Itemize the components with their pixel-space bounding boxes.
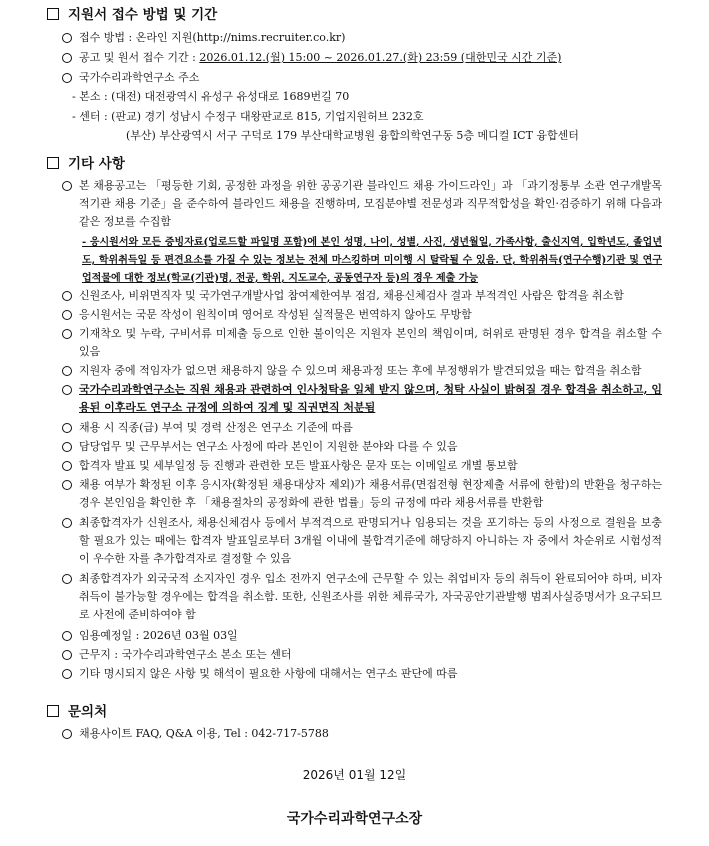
footer-signature: 국가수리과학연구소장 bbox=[286, 811, 423, 827]
square-bullet-icon bbox=[47, 157, 59, 169]
list-item: 기재착오 및 누락, 구비서류 미제출 등으로 인한 불이익은 지원자 본인의 책임이며, 허위로 판명된 경우 합격을 취소할 수 있음 bbox=[62, 325, 662, 361]
circle-bullet-icon bbox=[62, 650, 72, 660]
list-item: 최종합격자가 외국국적 소지자인 경우 입소 전까지 연구소에 근무할 수 있는 취업비자 등의 취득이 완료되어야 하며, 비자 취득이 불가능할 경우에는 합격을 취소함. 또한, 신원조사를 위한 체류국가, 자국공안기관발행 범죄사실증명서가 요구되므로 사전에 준비하여야 함 bbox=[62, 570, 662, 624]
list-item: 최종합격자가 신원조사, 채용신체검사 등에서 부적격으로 판명되거나 임용되는 것을 포기하는 등의 사정으로 결원을 보충할 필요가 있는 때에는 합격자 발표일로부터 3개월 이내에 불합격기준에 해당하지 아니하는 자 중에서 차순위로 시험성적이 우수한 자를 추가합격자로 결정할 수 있음 bbox=[62, 514, 662, 568]
square-bullet-icon bbox=[47, 705, 59, 717]
list-item: 본 채용공고는 「평등한 기회, 공정한 과정을 위한 공공기관 블라인드 채용 가이드라인」과 「과기정통부 소관 연구개발목적기관 채용 기준」을 준수하여 블라인드 채용을 진행하며, 모집분야별 전문성과 직무적합성을 확인·검증하기 위해 다음과 같은 정보를 수집함 bbox=[62, 177, 662, 231]
list-item: 임용예정일 : 2026년 03월 03일 bbox=[62, 627, 662, 645]
circle-bullet-icon bbox=[62, 729, 72, 739]
list-item: 근무지 : 국가수리과학연구소 본소 또는 센터 bbox=[62, 646, 662, 664]
list-item: 국가수리과학연구소는 직원 채용과 관련하여 인사청탁을 일체 받지 않으며, 청탁 사실이 밝혀질 경우 합격을 취소하고, 임용된 이후라도 연구소 규정에 의하여 징계 및 직권면직 처분됨 bbox=[62, 381, 662, 417]
circle-bullet-icon bbox=[62, 423, 72, 433]
address-center-busan: (부산) 부산광역시 서구 구덕로 179 부산대학교병원 융합의학연구동 5층 메디컬 ICT 융합센터 bbox=[126, 129, 579, 142]
section-apply-title: 지원서 접수 방법 및 기간 bbox=[47, 6, 217, 24]
list-item: 응시원서는 국문 작성이 원칙이며 영어로 작성된 실적물은 번역하지 않아도 무방함 bbox=[62, 306, 662, 324]
list-item: 기타 명시되지 않은 사항 및 해석이 필요한 사항에 대해서는 연구소 판단에 따름 bbox=[62, 665, 662, 683]
apply-method: 접수 방법 : 온라인 지원(http://nims.recruiter.co.kr) bbox=[62, 29, 662, 47]
footer-date: 2026년 01월 12일 bbox=[302, 768, 407, 782]
circle-bullet-icon bbox=[62, 366, 72, 376]
circle-bullet-icon bbox=[62, 310, 72, 320]
circle-bullet-icon bbox=[62, 461, 72, 471]
circle-bullet-icon bbox=[62, 53, 72, 63]
circle-bullet-icon bbox=[62, 518, 72, 528]
list-item: 채용 시 직종(급) 부여 및 경력 산정은 연구소 기준에 따름 bbox=[62, 419, 662, 437]
contact-item: 채용사이트 FAQ, Q&A 이용, Tel : 042-717-5788 bbox=[62, 725, 662, 743]
circle-bullet-icon bbox=[62, 480, 72, 490]
list-item: 담당업무 및 근무부서는 연구소 사정에 따라 본인이 지원한 분야와 다를 수 있음 bbox=[62, 438, 662, 456]
square-bullet-icon bbox=[47, 8, 59, 20]
circle-bullet-icon bbox=[62, 574, 72, 584]
list-item: 지원자 중에 적임자가 없으면 채용하지 않을 수 있으며 채용과정 또는 후에 부정행위가 발견되었을 때는 합격을 취소함 bbox=[62, 362, 662, 380]
list-item: 신원조사, 비위면직자 및 국가연구개발사업 참여제한여부 점검, 채용신체검사 결과 부적격인 사람은 합격을 취소함 bbox=[62, 287, 662, 305]
circle-bullet-icon bbox=[62, 33, 72, 43]
circle-bullet-icon bbox=[62, 329, 72, 339]
circle-bullet-icon bbox=[62, 73, 72, 83]
circle-bullet-icon bbox=[62, 442, 72, 452]
address-title: 국가수리과학연구소 주소 bbox=[62, 69, 662, 87]
circle-bullet-icon bbox=[62, 669, 72, 679]
circle-bullet-icon bbox=[62, 291, 72, 301]
address-center-pangyo: - 센터 : (판교) 경기 성남시 수정구 대왕판교로 815, 기업지원허브 232호 bbox=[72, 110, 424, 123]
circle-bullet-icon bbox=[62, 181, 72, 191]
section-etc-title: 기타 사항 bbox=[47, 155, 125, 173]
circle-bullet-icon bbox=[62, 385, 72, 395]
apply-period: 공고 및 원서 접수 기간 : 2026.01.12.(월) 15:00 ~ 2026.01.27.(화) 23:59 (대한민국 시간 기준) bbox=[62, 49, 662, 67]
list-item: 채용 여부가 확정된 이후 응시자(확정된 채용대상자 제외)가 채용서류(면접전형 현장제출 서류에 한함)의 반환을 청구하는 경우 본인임을 확인한 후 「채용절차의 공정화에 관한 법률」등의 규정에 따라 채용서류를 반환함 bbox=[62, 476, 662, 512]
address-main: - 본소 : (대전) 대전광역시 유성구 유성대로 1689번길 70 bbox=[72, 90, 350, 103]
list-item: 합격자 발표 및 세부일정 등 진행과 관련한 모든 발표사항은 문자 또는 이메일로 개별 통보함 bbox=[62, 457, 662, 475]
circle-bullet-icon bbox=[62, 631, 72, 641]
masking-note: - 응시원서와 모든 증빙자료(업로드할 파일명 포함)에 본인 성명, 나이, 성별, 사진, 생년월일, 가족사항, 출신지역, 입학년도, 졸업년도, 학위취득일 등 편견요소를 가질 수 있는 정보는 전체 마스킹하며 미이행 시 탈락될 수 있음. 단, 학위취득(연구수행)기관 및 연구업적물에 대한 정보(학교(기관)명, 전공, 학위, 지도교수, 공동연구자 등)의 경우 제출 가능 bbox=[82, 237, 662, 284]
section-contact-title: 문의처 bbox=[47, 703, 107, 721]
